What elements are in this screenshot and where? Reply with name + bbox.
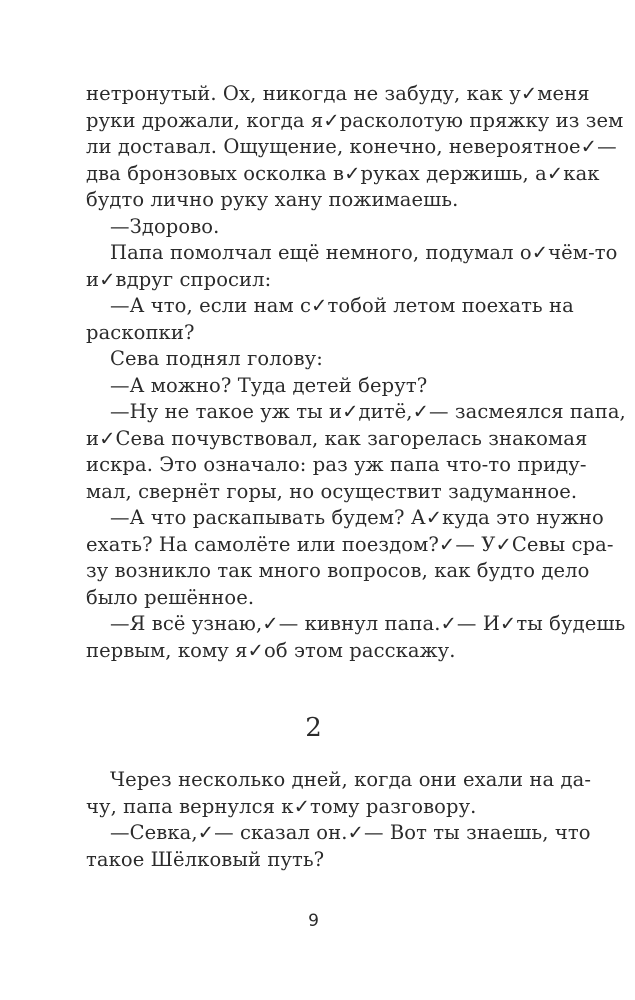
text-line: —Здорово.: [110, 214, 220, 238]
text-line: —Я всё узнаю,✓— кивнул папа.✓— И✓ты будешь: [110, 612, 626, 635]
text-line: —Севка,✓— сказал он.✓— Вот ты знаешь, что: [110, 821, 591, 844]
text-line: искра. Это означало: раз уж папа что-то приду-: [86, 453, 587, 476]
text-line: было решённое.: [86, 585, 255, 609]
text-line: первым, кому я✓об этом расскажу.: [86, 638, 456, 662]
text-line: и✓вдруг спросил:: [86, 267, 272, 291]
text-line: будто лично руку хану пожимаешь.: [86, 188, 459, 211]
text-line: чу, папа вернулся к✓тому разговору.: [86, 794, 477, 818]
text-line: Через несколько дней, когда они ехали на да-: [110, 768, 592, 791]
text-line: —А что раскапывать будем? А✓куда это нужно: [110, 506, 604, 529]
text-line: Сева поднял голову:: [110, 347, 323, 370]
text-line: руки дрожали, когда я✓расколотую пряжку из зем: [86, 108, 624, 132]
text-block-2: [86, 767, 635, 873]
text-line: два бронзовых осколка в✓руках держишь, а✓как: [86, 161, 600, 185]
text-line: раскопки?: [86, 320, 195, 344]
text-line: такое Шёлковый путь?: [86, 847, 325, 871]
text-line: мал, свернёт горы, но осуществит задуманное.: [86, 479, 578, 503]
text-line: нетронутый. Ох, никогда не забуду, как у✓меня: [86, 82, 590, 105]
text-line: и✓Сева почувствовал, как загорелась знакомая: [86, 426, 588, 450]
text-line: —А что, если нам с✓тобой летом поехать на: [110, 294, 574, 317]
text-line: зу возникло так много вопросов, как будто дело: [86, 559, 590, 582]
text-line: —Ну не такое уж ты и✓дитё,✓— засмеялся папа,: [110, 400, 626, 423]
page-number: 9: [308, 911, 319, 931]
text-line: —А можно? Туда детей берут?: [110, 373, 428, 397]
text-line: Папа помолчал ещё немного, подумал о✓чём-то: [110, 241, 618, 264]
text-line: ехать? На самолёте или поездом?✓— У✓Севы сра-: [86, 532, 614, 556]
chapter-number: 2: [305, 713, 322, 743]
text-line: ли доставал. Ощущение, конечно, невероятное✓—: [86, 135, 617, 158]
text-block-1: [86, 81, 635, 664]
